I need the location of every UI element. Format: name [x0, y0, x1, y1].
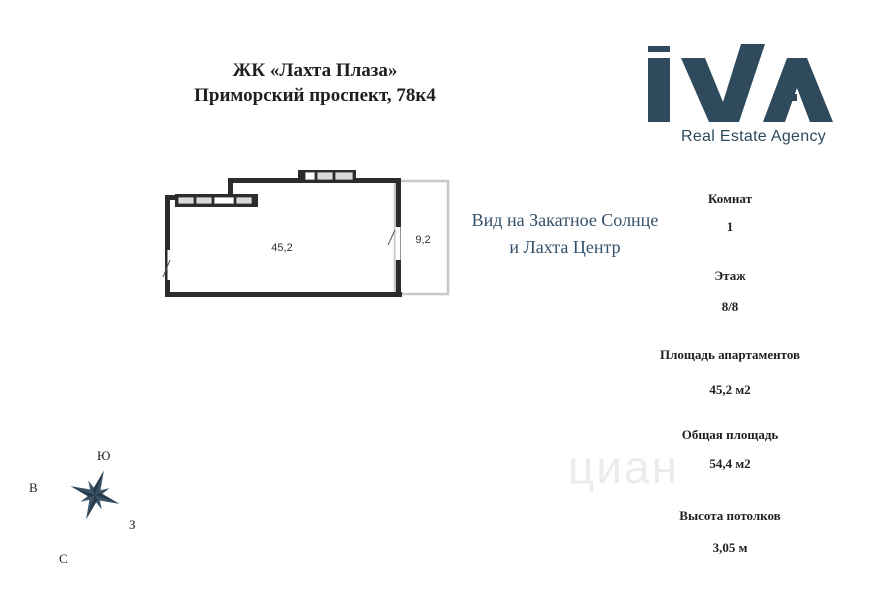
ceiling-value: 3,05 м	[712, 540, 748, 555]
compass-label-right: З	[129, 517, 136, 532]
logo-i-dot	[648, 46, 670, 52]
ceiling-label: Высота потолков	[679, 508, 781, 523]
apt-area-label: Площадь апартаментов	[659, 347, 801, 362]
listing-title	[160, 58, 470, 108]
logo-tagline: Real Estate Agency	[681, 128, 827, 145]
floor-value: 8/8	[721, 299, 739, 314]
floor-label: Этаж	[714, 268, 746, 283]
complex-name: ЖК «Лахта Плаза»	[232, 60, 398, 81]
compass-label-top: Ю	[97, 448, 111, 463]
balcony-area: 9,2	[415, 234, 431, 246]
view-line-1: Вид на Закатное Солнце	[471, 210, 659, 230]
logo-v	[681, 44, 765, 122]
wall-bottom	[165, 292, 402, 297]
compass-label-left: В	[29, 480, 38, 495]
rooms-label: Комнат	[708, 191, 752, 206]
floor-plan	[155, 165, 460, 305]
address: Приморский проспект, 78к4	[194, 85, 436, 106]
logo-a-bar	[773, 94, 797, 101]
logo-i-stem	[648, 58, 670, 122]
wall-left	[165, 195, 170, 297]
window-segment	[178, 197, 194, 204]
window-segment	[317, 172, 333, 180]
main-room-area: 45,2	[271, 242, 293, 254]
window-segment	[196, 197, 212, 204]
rooms-value: 1	[726, 219, 734, 234]
window-segment	[214, 197, 234, 204]
apt-area-value: 45,2 м2	[709, 382, 751, 397]
window-segment	[236, 197, 252, 204]
watermark: циан	[568, 441, 680, 493]
total-area-value: 54,4 м2	[709, 456, 751, 471]
compass-label-bottom: С	[59, 551, 68, 566]
window-segment	[335, 172, 353, 180]
view-line-2: и Лахта Центр	[509, 237, 621, 257]
total-area-label: Общая площадь	[681, 427, 779, 442]
compass-rose-icon	[25, 440, 155, 570]
window-segment	[305, 172, 315, 180]
logo-a	[763, 58, 833, 122]
